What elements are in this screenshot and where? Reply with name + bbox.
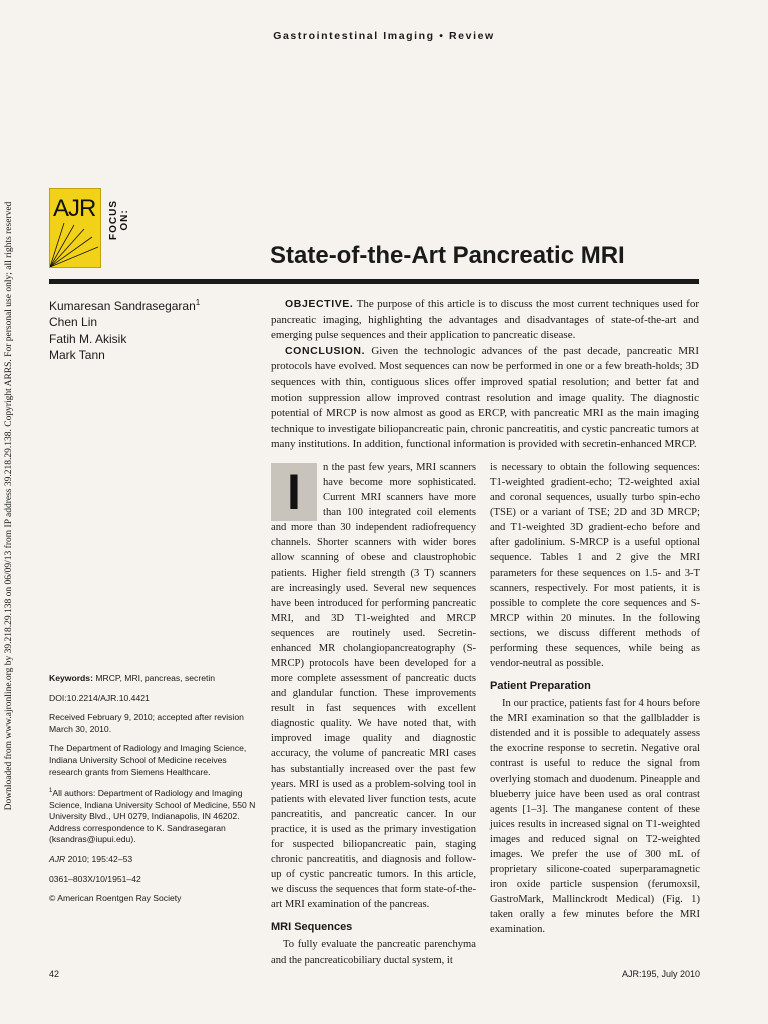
author-list	[49, 295, 200, 363]
mri-sequences-paragraph: To fully evaluate the pancreatic parenchyma and the pancreaticobiliary ductal system, it	[271, 939, 476, 966]
author-name: Fatih M. Akisik	[49, 331, 127, 346]
correspondence: $^1$All authors: Department of Radiology and Imaging Science, Indiana University School of Medicine, 550 N University Blvd., UH 0279, Indianapolis, IN 46202. Address correspondence to K. Sandrasegaran (ksandras@iupui.edu).	[49, 788, 256, 845]
author-name: Chen Lin	[49, 315, 98, 330]
citation: AJR 2010; 195:42–53	[49, 853, 133, 864]
abstract-objective: OBJECTIVE. The purpose of this article is to discuss the most current techniques used for pancreatic imaging, highlighting the advantages and disadvantages of state-of-the-art and emerging pulse sequences and their application to pancreatic disease.	[271, 298, 699, 342]
intro-paragraph: n the past few years, MRI scanners have become more sophisticated. Current MRI scanners have more than 100 integrated coil elements and more than 30 independent radiofrequency channels. Shorter scanners with wider bores allow scanning of obese and claustrophobic patients. Higher field strength (3 T) scanners are increasingly used. Several new sequences have been introduced for performing pancreatic MRI, and 3D T1-weighted and MRCP sequences are routinely used. Secretin-enhanced MR cholangiopancreatography (S-MRCP) protocols have been developed for a more complete assessment of pancreatic ducts and glandular function. These improvements result in fast sequences with excellent diagnostic quality. We have noted that, with improved image quality and diagnostic accuracy, the volume of pancreatic MRI cases has substantially increased over the past few years. MRI is used as a problem-solving tool in patients with elevated liver function tests, acute pancreatitis, and pancreatic cancer. In our practice, it is used as the primary investigation for suspected biliopancreatic pain, staging chronic pancreatitis, and diagnosis and follow-up of cystic pancreatic tumors. In this article, we discuss the sequences that form state-of-the-art MRI examination of the pancreas.	[271, 462, 476, 911]
focus-on-label: FOCUS ON:	[108, 200, 130, 240]
section-heading-patient-preparation: Patient Preparation	[490, 680, 591, 693]
drop-cap: I	[271, 463, 317, 521]
author-name: Mark Tann	[49, 347, 105, 362]
doi: DOI:10.2214/AJR.10.4421	[49, 692, 150, 703]
keywords: Keywords: MRCP, MRI, pancreas, secretin	[49, 673, 216, 683]
page-number: 42	[49, 969, 60, 979]
body-column-right	[490, 460, 700, 937]
copyright: © American Roentgen Ray Society	[49, 893, 182, 904]
objective-label: OBJECTIVE.	[285, 298, 354, 310]
body-column-left	[271, 460, 476, 968]
received-date: Received February 9, 2010; accepted after revision March 30, 2010.	[49, 712, 244, 734]
title-rule	[49, 279, 699, 284]
patient-preparation-paragraph: In our practice, patients fast for 4 hours before the MRI examination so that the gallbladder is distended and it is possible to adequately assess the exocrine response to secretin. Negative oral contrast is useful to reduce the signal from overlying stomach and duodenum. Pineapple and blueberry juice have been used as oral contrast agents [1–3]. The manganese content of these juices results in increased signal on T1-weighted images and reduced signal on T2-weighted images. We prefer the use of 300 mL of proprietary silicone-coated superparamagnetic iron oxide particle suspension (ferumoxsil, GastroMark, Mallinckrodt Medical) (Fig. 1) taken orally a few minutes before the MRI examination.	[490, 698, 700, 936]
section-heading-mri-sequences: MRI Sequences	[271, 921, 353, 934]
funding-note: The Department of Radiology and Imaging Science, Indiana University School of Medicine receives research grants from Siemens Healthcare.	[49, 743, 247, 777]
mri-sequences-continued: is necessary to obtain the following sequences: T1-weighted gradient-echo; T2-weighted axial and coronal sequences, usually turbo spin-echo (TSE) or a variant of TSE; 2D and 3D MRCP; and T1-weighted 3D gradient-echo before and after gadolinium. S-MRCP is a useful optional sequence. Tables 1 and 2 give the MRI parameters for these sequences on 1.5- and 3-T scanners, respectively. For most patients, it is possible to complete the core sequences and S-MRCP within 20 minutes. In the following sections, we discuss different methods of performing these sequences, while being as vendor-neutral as possible.	[490, 462, 700, 670]
running-head: Gastrointestinal Imaging • Review	[273, 30, 495, 42]
journal-issue: AJR:195, July 2010	[621, 969, 700, 979]
abstract	[271, 297, 699, 453]
abstract-conclusion: CONCLUSION. Given the technologic advances of the past decade, pancreatic MRI protocols have evolved. Most sequences can now be performed in one or a few breath-holds; 3D sequences with thin, contiguous slices offer improved spatial resolution; and better fat and motion suppression allow improved contrast resolution and image quality. The diagnostic potential of MRCP is now almost as good as ERCP, with pancreatic MRI as the main imaging technique to investigate biliopancreatic pain, chronic pancreatitis, and cystic pancreatic tumors at many institutions. In addition, functional information is provided with secretin-enhanced MRCP.	[271, 344, 700, 451]
ajr-focus-on-logo	[49, 188, 101, 268]
author-name: Kumaresan Sandrasegaran$^1$	[49, 298, 201, 313]
article-info	[49, 673, 259, 913]
logo-text: AJR	[53, 195, 96, 222]
conclusion-label: CONCLUSION.	[285, 344, 366, 357]
download-notice: Downloaded from www.ajronline.org by 39.218.29.138 on 06/09/13 from IP address 39.218.29.138. Copyright ARRS. For personal use only; all rights reserved	[4, 201, 14, 811]
issn: 0361–803X/10/1951–42	[49, 873, 141, 884]
article-title: State-of-the-Art Pancreatic MRI	[270, 242, 625, 269]
